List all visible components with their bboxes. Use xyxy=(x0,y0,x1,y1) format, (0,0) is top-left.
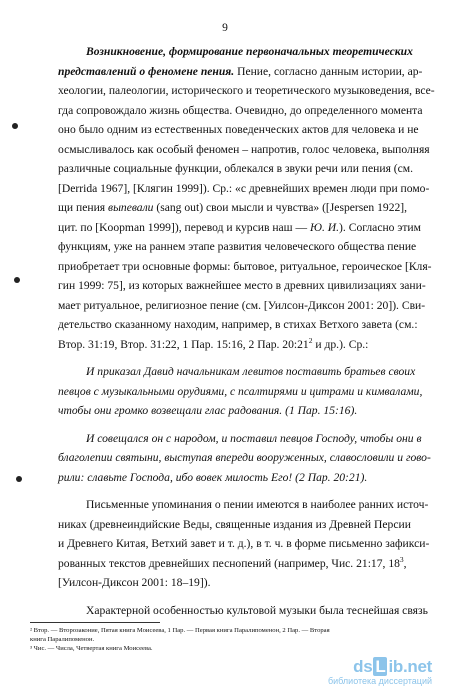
text-run: Пение, согласно данным истории, ар- xyxy=(234,64,423,78)
scripture-quote xyxy=(58,429,431,488)
text-line xyxy=(58,179,430,199)
text-line xyxy=(58,257,432,277)
paragraph-gap xyxy=(58,354,414,362)
text-line xyxy=(58,573,414,593)
footnote-line: ² Втор. — Второзаконие, Пятая книга Моисеева, 1 Пар. — Первая книга Паралипоменон, 2 Пар. — Вторая xyxy=(30,627,330,634)
text-run: гин 1999: 75], из которых важнейшее место в древних цивилизациях зани- xyxy=(58,279,426,292)
italic-run: рили: славьте Господа, ибо вовек милость Его! (2 Пар. 20:21). xyxy=(58,470,368,484)
page-number: 9 xyxy=(222,22,228,34)
text-line xyxy=(58,601,428,621)
text-run: детельство сказанному находим, например, в стихах Ветхого завета (см.: xyxy=(58,318,418,331)
body-paragraph xyxy=(58,495,430,593)
text-run: оно было одним из естественных поведенческих актов для человека и не xyxy=(58,123,419,136)
watermark-logo xyxy=(353,657,432,677)
text-line xyxy=(58,534,430,554)
italic-run: чтобы они громко возвещали глас радования. (1 Пар. 15:16). xyxy=(58,404,358,417)
text-line xyxy=(58,218,421,238)
text-line xyxy=(58,101,423,121)
text-run: гда сопровождало жизнь общества. Очевидно, до определенного момента xyxy=(58,103,423,117)
watermark-logo-part: ib.net xyxy=(388,657,432,676)
section-heading-run: представлений о феномене пения. xyxy=(58,64,235,78)
footnote-ref: 2 xyxy=(308,335,313,345)
text-run: хеологии, палеологии, исторического и теоретического музыковедения, все- xyxy=(58,84,435,97)
text-line xyxy=(58,515,414,535)
watermark[interactable] xyxy=(320,657,432,686)
text-run: [Derrida 1967], [Клягин 1999]). Ср.: «с древнейших времен люди при помо- xyxy=(58,181,430,195)
footnote-line: книга Паралипоменон. xyxy=(30,636,95,644)
paragraph-gap xyxy=(58,593,414,601)
text-run: осмысливалось как особый феномен – напротив, голос человека, выполняя xyxy=(58,142,430,156)
section-heading-run: Возникновение, формирование первоначальных теоретических xyxy=(86,45,413,58)
text-run: функциям, уже на раннем этапе развития человеческого общества пение xyxy=(58,240,417,253)
text-run: ). Согласно этим xyxy=(339,220,421,234)
text-line xyxy=(58,315,418,335)
text-line xyxy=(58,382,423,402)
italic-run: И приказал Давид начальникам левитов поставить братьев своих xyxy=(86,365,416,378)
footnote-ref: 3 xyxy=(399,554,404,564)
text-line xyxy=(58,42,414,62)
text-run: Втор. 31:19, Втор. 31:22, 1 Пар. 15:16, 2 Пар. 20:21 xyxy=(58,337,309,351)
text-run: Характерной особенностью культовой музыки была теснейшая связь xyxy=(86,603,428,617)
text-line xyxy=(58,401,414,421)
text-run: Письменные упоминания о пении имеются в наиболее ранних источ- xyxy=(86,498,429,511)
paragraph-gap xyxy=(58,487,414,495)
text-line xyxy=(58,237,417,257)
text-line xyxy=(58,468,414,488)
text-line xyxy=(58,495,429,515)
text-run: никах (древнеиндийские Веды, священные издания из Древней Персии xyxy=(58,517,411,531)
body-paragraph xyxy=(58,601,428,621)
text-line xyxy=(58,429,422,449)
text-line xyxy=(58,276,426,296)
text-run: и др.). Ср.: xyxy=(312,337,369,351)
text-run: и Древнего Китая, Ветхий завет и т. д.), в т. ч. в форме письменно зафикси- xyxy=(58,537,430,550)
text-line xyxy=(58,159,414,179)
footnotes xyxy=(30,626,425,654)
text-run: щи пения xyxy=(58,201,109,214)
text-line xyxy=(58,448,431,468)
italic-run: выпевали xyxy=(108,201,154,214)
text-line xyxy=(58,62,423,82)
text-run: цит. по [Koopman 1999]), перевод и курсив наш — xyxy=(58,220,310,234)
text-line xyxy=(58,81,435,101)
text-line xyxy=(58,554,414,574)
watermark-caption: библиотека диссертаций xyxy=(327,676,432,686)
text-line xyxy=(58,362,414,382)
footnote-divider xyxy=(30,622,160,623)
text-run: приобретает три основные формы: бытовое, ритуальное, героическое [Кля- xyxy=(58,259,432,273)
text-line xyxy=(58,335,414,355)
text-line xyxy=(58,198,414,218)
italic-run: Ю. И. xyxy=(310,220,340,234)
text-line xyxy=(58,140,430,160)
italic-run: И совещался он с народом, и поставил певцов Господу, чтобы они в xyxy=(86,431,422,445)
text-run: мает ритуальное, религиозное пение (см. [Уилсон-Диксон 2001: 20]). Сви- xyxy=(58,298,426,312)
body-paragraph xyxy=(58,42,435,354)
watermark-logo-part: ds xyxy=(353,657,373,676)
text-line xyxy=(58,296,426,316)
text-run: различные социальные функции, облекался в звуки речи или пения (см. xyxy=(58,162,414,175)
text-run: [Уилсон-Диксон 2001: 18–19]). xyxy=(58,576,211,589)
scripture-quote xyxy=(58,362,423,421)
text-line xyxy=(58,120,419,140)
text-run: рованных текстов древнейших песнопений (например, Чис. 21:17, 18 xyxy=(58,556,400,570)
italic-run: певцов с музыкальными орудиями, с псалтирями и цитрами и кимвалами, xyxy=(58,384,423,398)
footnote-line: ³ Чис. — Числа, Четвертая книга Моисеева. xyxy=(30,645,153,653)
italic-run: благолепии святыни, выступая впереди вооруженных, славословили и гово- xyxy=(58,451,431,464)
text-run: (sang out) свои мысли и чувства» ([Jespersen 1922], xyxy=(153,201,408,214)
paragraph-gap xyxy=(58,421,414,429)
watermark-logo-accent: L xyxy=(375,657,386,676)
text-run: , xyxy=(403,556,407,570)
margin-bullet xyxy=(16,476,22,482)
document-body xyxy=(58,42,435,620)
margin-bullet xyxy=(14,277,20,283)
margin-bullet xyxy=(12,123,18,129)
